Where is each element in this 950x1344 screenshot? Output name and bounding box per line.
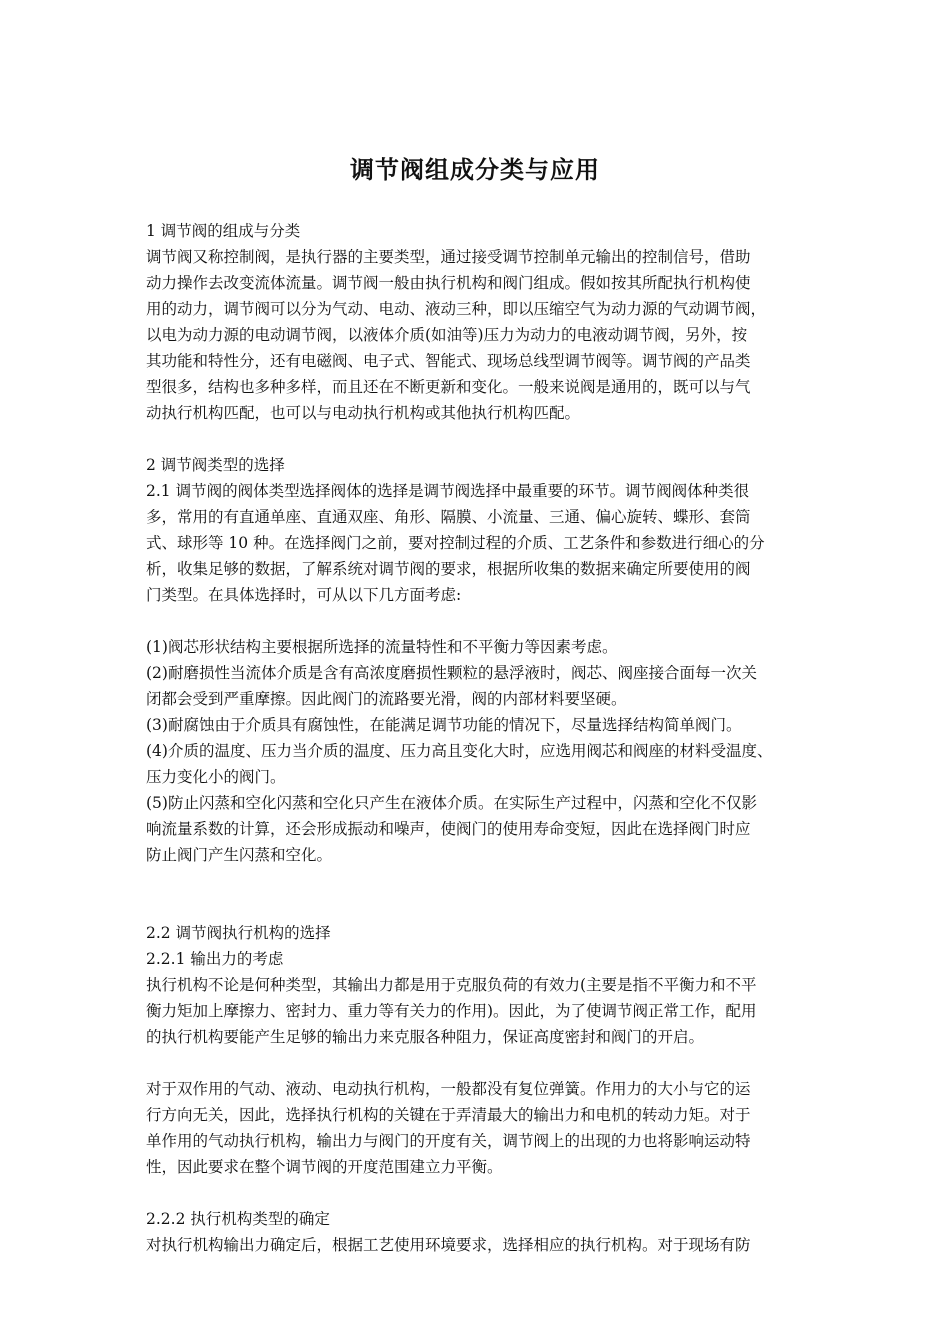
document-body <box>146 218 826 1258</box>
text-line: 的执行机构要能产生足够的输出力来克服各种阻力，保证高度密封和阀门的开启。 <box>146 1028 705 1046</box>
text-line: 其功能和特性分，还有电磁阀、电子式、智能式、现场总线型调节阀等。调节阀的产品类 <box>146 352 751 370</box>
text-line: 防止阀门产生闪蒸和空化。 <box>146 846 333 864</box>
text-line: 用的动力，调节阀可以分为气动、电动、液动三种，即以压缩空气为动力源的气动调节阀， <box>146 300 767 318</box>
text-line: 对于双作用的气动、液动、电动执行机构，一般都没有复位弹簧。作用力的大小与它的运 <box>146 1080 751 1098</box>
text-line: 压力变化小的阀门。 <box>146 768 286 786</box>
text-line: 调节阀又称控制阀，是执行器的主要类型，通过接受调节控制单元输出的控制信号，借助 <box>146 248 751 266</box>
text-line: 单作用的气动执行机构，输出力与阀门的开度有关，调节阀上的出现的力也将影响运动特 <box>146 1132 751 1150</box>
text-line: (5)防止闪蒸和空化闪蒸和空化只产生在液体介质。在实际生产过程中，闪蒸和空化不仅影 <box>146 794 757 812</box>
text-line: (3)耐腐蚀由于介质具有腐蚀性，在能满足调节功能的情况下，尽量选择结构简单阀门。 <box>146 716 742 734</box>
text-line: (1)阀芯形状结构主要根据所选择的流量特性和不平衡力等因素考虑。 <box>146 638 618 656</box>
text-line: 闭都会受到严重摩擦。因此阀门的流路要光滑，阀的内部材料要坚硬。 <box>146 690 627 708</box>
blank-line <box>146 894 826 920</box>
text-line: 衡力矩加上摩擦力、密封力、重力等有关力的作用)。因此，为了使调节阀正常工作，配用 <box>146 1002 757 1020</box>
text-line: 动执行机构匹配，也可以与电动执行机构或其他执行机构匹配。 <box>146 404 581 422</box>
text-line: 对执行机构输出力确定后，根据工艺使用环境要求，选择相应的执行机构。对于现场有防 <box>146 1236 751 1254</box>
blank-line <box>146 608 826 634</box>
text-line: 型很多，结构也多种多样，而且还在不断更新和变化。一般来说阀是通用的，既可以与气 <box>146 378 751 396</box>
text-line: 析，收集足够的数据，了解系统对调节阀的要求，根据所收集的数据来确定所要使用的阀 <box>146 560 751 578</box>
text-line: (4)介质的温度、压力当介质的温度、压力高且变化大时，应选用阀芯和阀座的材料受温度、 <box>146 742 773 760</box>
document-title: 调节阀组成分类与应用 <box>350 156 600 184</box>
text-line: 行方向无关，因此，选择执行机构的关键在于弄清最大的输出力和电机的转动力矩。对于 <box>146 1106 751 1124</box>
text-line: 2 调节阀类型的选择 <box>146 456 285 474</box>
text-line: 式、球形等 10 种。在选择阀门之前，要对控制过程的介质、工艺条件和参数进行细心的分 <box>146 534 765 552</box>
blank-line <box>146 1180 826 1206</box>
text-line: 门类型。在具体选择时，可从以下几方面考虑: <box>146 586 462 604</box>
text-line: 性，因此要求在整个调节阀的开度范围建立力平衡。 <box>146 1158 503 1176</box>
text-line: 执行机构不论是何种类型，其输出力都是用于克服负荷的有效力(主要是指不平衡力和不平 <box>146 976 757 994</box>
text-line: 2.2.1 输出力的考虑 <box>146 950 284 968</box>
text-line: 2.2.2 执行机构类型的确定 <box>146 1210 330 1228</box>
blank-line <box>146 1050 826 1076</box>
text-line: 1 调节阀的组成与分类 <box>146 222 301 240</box>
text-line: 多，常用的有直通单座、直通双座、角形、隔膜、小流量、三通、偏心旋转、蝶形、套筒 <box>146 508 751 526</box>
text-line: 动力操作去改变流体流量。调节阀一般由执行机构和阀门组成。假如按其所配执行机构使 <box>146 274 751 292</box>
text-line: 2.2 调节阀执行机构的选择 <box>146 924 331 942</box>
text-line: 响流量系数的计算，还会形成振动和噪声，使阀门的使用寿命变短，因此在选择阀门时应 <box>146 820 751 838</box>
blank-line <box>146 426 826 452</box>
text-line: 以电为动力源的电动调节阀，以液体介质(如油等)压力为动力的电液动调节阀，另外，按 <box>146 326 748 344</box>
blank-line <box>146 868 826 894</box>
text-line: (2)耐磨损性当流体介质是含有高浓度磨损性颗粒的悬浮液时，阀芯、阀座接合面每一次关 <box>146 664 757 682</box>
text-line: 2.1 调节阀的阀体类型选择阀体的选择是调节阀选择中最重要的环节。调节阀阀体种类很 <box>146 482 750 500</box>
